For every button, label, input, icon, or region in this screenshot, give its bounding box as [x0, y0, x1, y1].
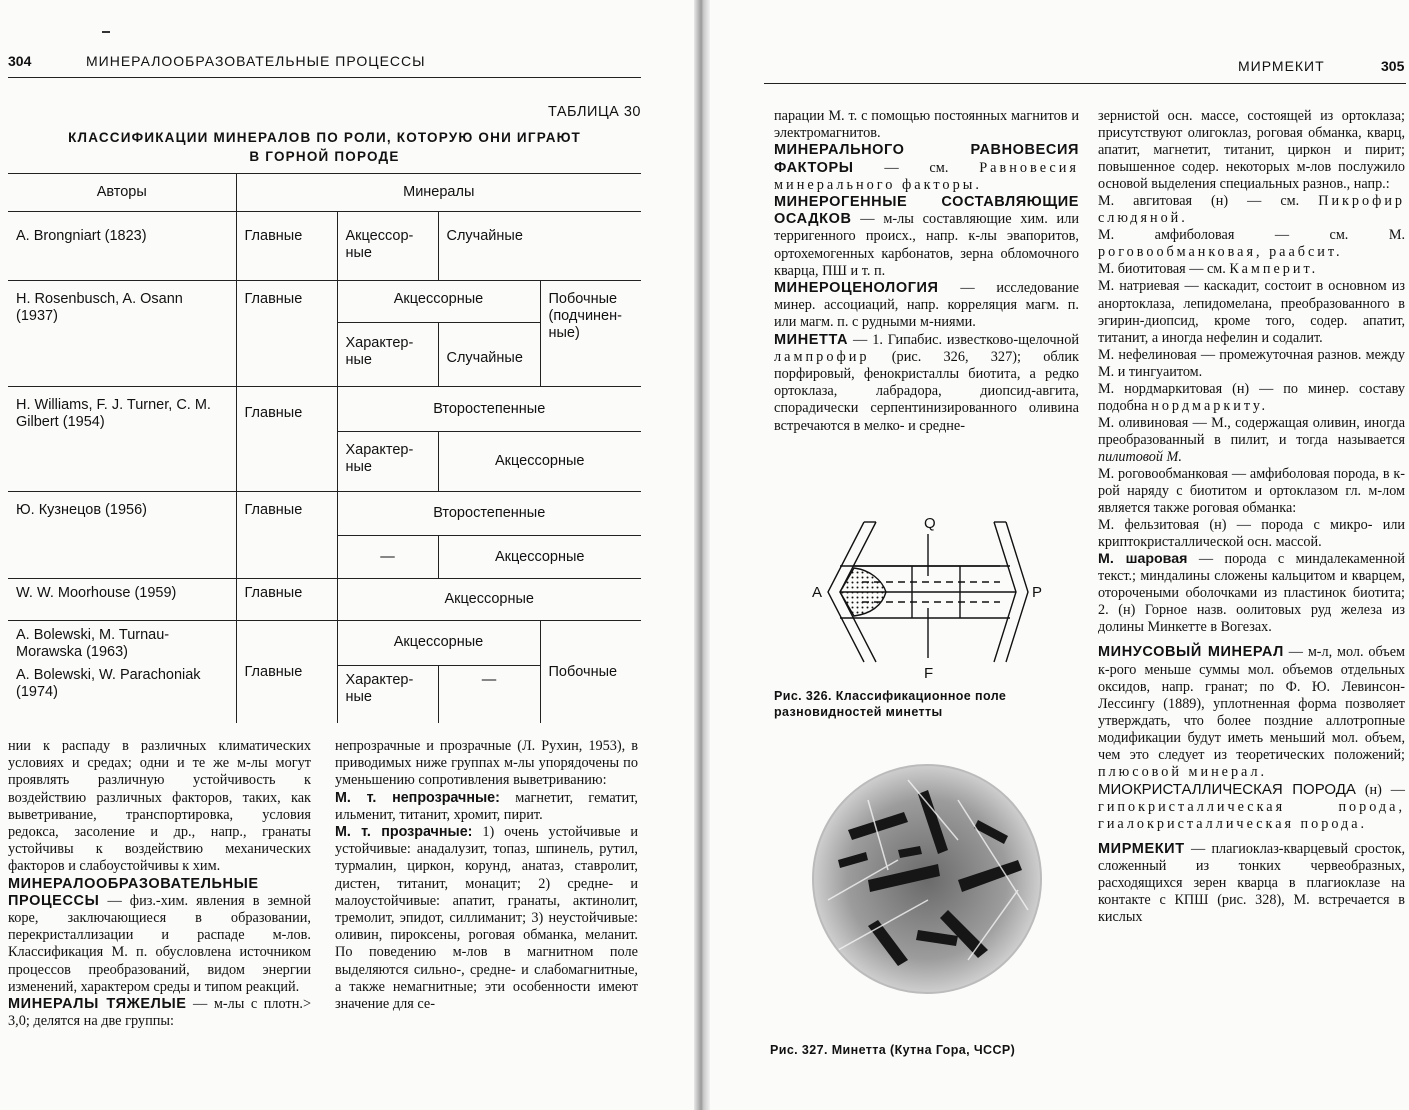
cross-reference: Пикрофир слюдяной. — [1098, 193, 1406, 227]
text-span: — физ.-хим. явления в земной коре, заключающиеся в образовании, перекристаллизации и распаде м-лов. Классификация М. п. обусловлена источником процессов преобразований, видом энергии изменений, характером среды и типом реакций. — [8, 892, 312, 995]
left-column-2 — [335, 738, 638, 1013]
headword-miokristallicheskaya: МИОКРИСТАЛЛИЧЕСКАЯ ПОРОДА — [1098, 780, 1356, 798]
row4-author: Ю. Кузнецов (1956) — [8, 492, 236, 579]
right-column-2 — [1098, 108, 1405, 926]
text-paragraph: зернистой осн. массе, состоящей из ортоклаза; присутствуют олигоклаз, роговая обманка, кварц, апатит, магнетит, титанит, циркон и пирит; повышенное содер. некоторых м-лов послужило основой выделения специальных разнов., напр.: — [1098, 108, 1405, 193]
row7-dash: — — [438, 665, 540, 723]
row1-main: Главные — [236, 212, 337, 281]
row2-accessory: Акцессорные — [337, 281, 540, 323]
text-span: — исследование минер. ассоциаций, напр. корреляция магм. п. или магм. п. с рудными м-ниями. — [774, 280, 1080, 331]
header-minerals: Минералы — [236, 174, 641, 212]
text-span: (н) — — [1364, 781, 1405, 798]
row3-accessory: Акцессорные — [438, 432, 641, 492]
headword-minerocenologiya: МИНЕРОЦЕНОЛОГИЯ — [774, 280, 939, 297]
row2-random: Случайные — [438, 323, 540, 387]
variety-text: М. нордмаркитовая (н) — по минер. составу подобна — [1098, 380, 1405, 414]
row4-dash: — — [337, 536, 438, 579]
subhead-opaque: М. т. непрозрачные: — [335, 789, 500, 806]
label-f: F — [924, 665, 934, 682]
headword-ravnovesiya-faktory: МИНЕРАЛЬНОГО РАВНОВЕСИЯ ФАКТОРЫ — [774, 142, 1079, 176]
headword-mineraloobrazovatelnye: МИНЕРАЛООБРАЗОВАТЕЛЬНЫЕ ПРОЦЕССЫ — [8, 875, 259, 909]
row2-characteristic: Характер-ные — [337, 323, 438, 387]
right-page — [710, 0, 1409, 1110]
header-rule-right — [764, 83, 1406, 84]
text-span: — плагиоклаз-кварцевый сросток, сложенный из тонких червеобразных, расходящихся зерен кварца в плагиоклазе на контакте с КПШ (рис. 328), М. встречается в кислых — [1098, 840, 1406, 926]
variety-text: М. фельзитовая (н) — порода с микро- или криптокристаллической осн. массой. — [1098, 517, 1405, 551]
row4-accessory: Акцессорные — [438, 536, 641, 579]
text-span: — 1. Гипабис. известково-щелочной — [853, 331, 1079, 348]
page-number-right: 305 — [1381, 58, 1405, 74]
row5-main: Главные — [236, 579, 337, 621]
row4-secondary: Второстепенные — [337, 492, 641, 536]
row5-accessory: Акцессорные — [337, 579, 641, 621]
table-title-line-2: В ГОРНОЙ ПОРОДЕ — [249, 149, 400, 164]
text-span: — м-лы с плотн.> 3,0; делятся на две группы: — [8, 996, 312, 1030]
left-column-1 — [8, 738, 311, 1030]
text-span: (рис. 326, 327); облик порфировый, фенокристаллы биотита, а редко ортоклаза, лабрадора, диопсид-авгита, спорадически серпентинизированного оливина встречаются в мелко- и средне- — [774, 348, 1079, 434]
label-a: A — [812, 584, 823, 601]
running-head-right: МИРМЕКИТ — [1238, 58, 1325, 74]
row6-side: Побочные — [540, 621, 641, 724]
text-paragraph: непрозрачные и прозрачные (Л. Рухин, 1953), в приводимых ниже группах м-лы упорядочены по уменьшению сопротивления выветриванию: — [335, 738, 638, 789]
classification-table — [8, 173, 641, 723]
row2-author: H. Rosenbusch, A. Osann (1937) — [8, 281, 236, 387]
row6-author: A. Bolewski, M. Turnau-Morawska (1963) — [16, 627, 170, 660]
row4-main: Главные — [236, 492, 337, 579]
header-authors: Авторы — [8, 174, 236, 212]
headword-minusovyj-mineral: МИНУСОВЫЙ МИНЕРАЛ — [1098, 644, 1284, 661]
variety-text: М. нефелиновая — промежуточная разнов. между М. и тингуаитом. — [1098, 346, 1405, 380]
cross-reference: гипокристаллическая порода, гиалокристаллическая порода. — [1098, 798, 1405, 832]
row1-random: Случайные — [438, 212, 641, 281]
row2-side: Побочные (подчинен-ные) — [540, 281, 641, 387]
figure-327-caption: Рис. 327. Минетта (Кутна Гора, ЧССР) — [770, 1043, 1016, 1057]
row3-author: H. Williams, F. J. Turner, C. M. Gilbert (1954) — [8, 387, 236, 492]
table-title-line-1: КЛАССИФИКАЦИИ МИНЕРАЛОВ ПО РОЛИ, КОТОРУЮ ОНИ ИГРАЮТ — [68, 130, 581, 145]
label-q: Q — [924, 515, 936, 532]
headword-mirmekit: МИРМЕКИТ — [1098, 840, 1185, 857]
text-span: — см. — [884, 159, 949, 176]
cross-reference: Камперит. — [1229, 261, 1319, 278]
cross-reference: лампрофир — [774, 348, 870, 365]
row7-characteristic: Характер-ные — [337, 665, 438, 723]
text-span: 1) очень устойчивые и устойчивые: анадалузит, топаз, шпинель, рутил, турмалин, циркон, корунд, анатаз, ставролит, дистен, титанит, монацит; 2) средне- и малоустойчивые: апатит, гранаты, актинолит, тремолит, эпидот, силлиманит; 3) неустойчивые: оливин, пироксены, роговая обманка, меланит. По поведению м-лов в магнитном поле выделяются сильно-, средне- и слабомагнитные, а также немагнитные; эти особенности имеют значение для се- — [335, 824, 639, 1013]
text-paragraph: нии к распаду в различных климатических условиях и средах; одни и те же м-лы могут проявлять различную устойчивость к воздействию различных факторов, таких, как выветривание, транспортировка, условия редокса, засоление и др., напр., гранаты устойчивы к воздействию механических факторов и слабоустойчивы к хим. — [8, 738, 311, 875]
variety-text: М. амфиболовая — см. М. — [1098, 227, 1405, 244]
italic-term: пилитовой М. — [1098, 448, 1182, 465]
row3-characteristic: Характер-ные — [337, 432, 438, 492]
figure-326-diagram — [810, 510, 1050, 682]
right-column-1 — [774, 108, 1079, 435]
subhead-transparent: М. т. прозрачные: — [335, 824, 473, 841]
text-span: магнетит, гематит, ильменит, титанит, хромит, пирит. — [335, 789, 638, 823]
figure-326-dotted-field — [840, 568, 886, 616]
figure-326-caption: Рис. 326. Классификационное поле разновидностей минетты — [774, 689, 1007, 719]
label-p: P — [1032, 584, 1043, 601]
headword-mineraly-tyazhelye: МИНЕРАЛЫ ТЯЖЕЛЫЕ — [8, 996, 187, 1013]
table-label: ТАБЛИЦА 30 — [547, 104, 641, 120]
header-rule-left — [8, 77, 641, 78]
subhead-sharovaya: М. шаровая — [1098, 551, 1188, 568]
variety-text: — порода с миндалекаменной текст.; миндалины сложены кальцитом и кварцем, оторочеными оболочками из пластинок биотита; 2. (н) Горное назв. оолитовых руд железа из долины Минкетте в Вогезах. — [1098, 551, 1405, 636]
row1-author: A. Brongniart (1823) — [8, 212, 236, 281]
figure-327-micrograph — [808, 760, 1046, 998]
row6-main: Главные — [236, 621, 337, 724]
row5-author: W. W. Moorhouse (1959) — [8, 579, 236, 621]
headword-minerogennye: МИНЕРОГЕННЫЕ СОСТАВЛЯЮЩИЕ ОСАДКОВ — [774, 194, 1079, 228]
headword-minetta: МИНЕТТА — [774, 331, 849, 348]
variety-text: М. биотитовая — см. — [1098, 261, 1226, 278]
running-head-left: МИНЕРАЛООБРАЗОВАТЕЛЬНЫЕ ПРОЦЕССЫ — [86, 53, 426, 69]
cross-reference: плюсовой минерал. — [1098, 763, 1268, 780]
row7-author: A. Bolewski, W. Parachoniak (1974) — [16, 667, 201, 700]
text-span: — м-л, мол. объем к-рого меньше суммы мол. объемов отдельных оксидов, напр. гранат; по Ф. Ю. Левинсон-Лессингу (1889), уплотненная форма позволяет утверждать, что более поздние аллотропные модификации будут иметь меньший мол. объем, чем это следует из теоретических положений; — [1098, 644, 1405, 763]
text-span: — м-лы составляющие хим. или терригенного происх., напр. к-лы эвапоритов, ортохемогенных карбонатов, зерна обломочного кварца, ПШ и т. п. — [774, 211, 1079, 279]
row1-accessory: Акцессор-ные — [337, 212, 438, 281]
variety-text: М. оливиновая — М., содержащая оливин, иногда преобразованный в пилит, и тогда называется — [1098, 414, 1405, 448]
row6-accessory: Акцессорные — [337, 621, 540, 666]
page-number-left: 304 — [8, 53, 32, 69]
left-page — [0, 0, 694, 1110]
cross-reference: роговообманковая, раабсит. — [1098, 244, 1343, 261]
top-mark — [102, 31, 110, 33]
table-title — [8, 128, 641, 166]
cross-reference: Равновесия минерального факторы. — [774, 159, 1079, 193]
book-gutter — [694, 0, 710, 1110]
text-paragraph: парации М. т. с помощью постоянных магнитов и электромагнитов. — [774, 108, 1079, 142]
row2-main: Главные — [236, 281, 337, 387]
row3-secondary: Второстепенные — [337, 387, 641, 432]
cross-reference: нордмаркиту. — [1151, 397, 1269, 414]
variety-text: М. роговообманковая — амфиболовая порода, в к-рой наряду с биотитом и ортоклазом гл. м-лом является также роговая обманка: — [1098, 465, 1405, 517]
variety-text: М. авгитовая (н) — см. — [1098, 193, 1300, 210]
row3-main: Главные — [236, 387, 337, 492]
variety-text: М. натриевая — каскадит, состоит в основном из анортоклаза, лепидомелана, преобразованного в эгирин-диопсид, кроме того, содер. апатит, титанит, а иногда нефелин и содалит. — [1098, 278, 1405, 346]
